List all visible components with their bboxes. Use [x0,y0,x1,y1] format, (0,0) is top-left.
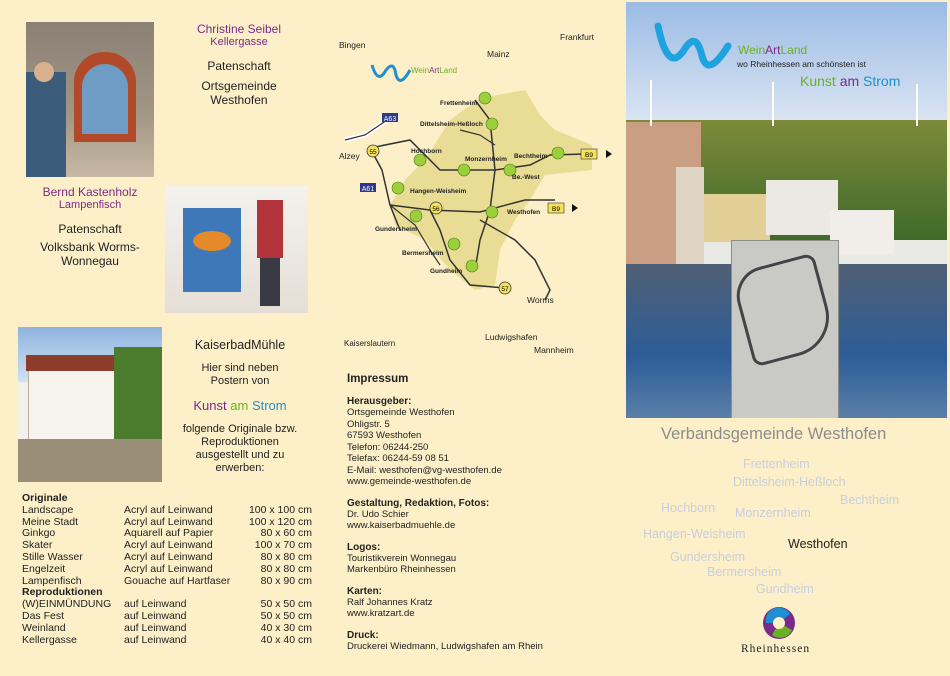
svg-text:A61: A61 [361,186,375,193]
works-dims: 50 x 50 cm [260,609,312,622]
artist1-patenschaft: Patenschaft [207,59,271,73]
impressum-herausgeber-heading: Herausgeber: [347,396,412,407]
works-dims: 50 x 50 cm [260,598,312,611]
svg-text:A63: A63 [383,116,397,123]
map-city-mannheim: Mannheim [534,345,574,355]
map-city-kaiserslautern: Kaiserslautern [344,339,396,348]
map-city-frankfurt: Frankfurt [560,32,595,42]
works-medium: Acryl auf Leinwand [124,550,213,563]
works-heading: Originale [22,492,68,504]
map-village-frettenheim: Frettenheim [440,100,478,107]
cover-town-gundersheim: Gundersheim [670,550,746,564]
cover-logo-text: WeinArtLand [738,43,808,57]
artist2-work: Lampenfisch [58,199,122,211]
works-medium: Acryl auf Leinwand [124,562,213,575]
works-dims: 100 x 70 cm [254,539,312,552]
artist2-sponsor: Volksbank Worms-Wonnegau [40,240,140,268]
impressum-line: Telefax: 06244-59 08 51 [347,453,449,464]
impressum-line: Markenbüro Rheinhessen [347,564,456,575]
cover-town-bermersheim: Bermersheim [707,565,782,579]
works-medium: auf Leinwand [124,633,187,646]
photo-painter-kellergasse [26,22,154,177]
works-title: Stille Wasser [22,550,83,563]
map-city-alzey: Alzey [339,151,360,161]
cover-kunst-am-strom: Kunst am Strom [800,73,901,89]
rheinhessen-text: Rheinhessen [741,643,811,655]
artist1-sponsor: Ortsgemeinde Westhofen [201,79,277,107]
impressum-line: E-Mail: westhofen@vg-westhofen.de [347,464,502,476]
photo-kaiserbadmuehle [18,327,162,482]
map-city-bingen: Bingen [339,40,366,50]
impressum-line: www.kaiserbadmuehle.de [347,520,456,531]
works-dims: 80 x 80 cm [260,550,312,563]
cover-tagline: wo Rheinhessen am schönsten ist [737,59,866,69]
info-text2: folgende Originale bzw. Reproduktionen ausgestellt und zu erwerben: [182,423,298,474]
works-title: Ginkgo [22,527,56,540]
works-medium: auf Leinwand [124,609,187,622]
works-medium: auf Leinwand [124,598,187,611]
kunst-am-strom-text: Kunst am Strom [193,398,287,413]
works-title: Lampenfisch [22,574,82,587]
works-list [22,493,312,646]
map-village-bechtheim: Bechtheim [514,153,548,160]
cover-town-monzernheim: Monzernheim [735,506,811,520]
info-title: KaiserbadMühle [194,338,286,352]
works-medium: Acryl auf Leinwand [124,503,213,516]
works-row [22,611,312,623]
cover-town-bechtheim: Bechtheim [840,493,900,507]
works-medium: Acryl auf Leinwand [124,515,213,528]
photo-lampenfisch-box [165,186,308,313]
cover-town-gundheim: Gundheim [756,582,814,596]
cover-town-hangen: Hangen-Weisheim [643,527,746,541]
artist2-name: Bernd Kastenholz [42,185,138,199]
artist2-patenschaft: Patenschaft [58,222,122,236]
info-text1: Hier sind neben Postern von [201,362,279,387]
impressum-line: Dr. Udo Schier [347,508,409,520]
impressum-line: www.gemeinde-westhofen.de [347,476,472,487]
cover-town-dittelsheim: Dittelsheim-Heßloch [733,475,846,489]
map-village-bermersheim: Bermersheim [402,250,444,257]
works-row [22,623,312,635]
impressum-line: Druckerei Wiedmann, Ludwigshafen am Rhein [347,640,543,652]
works-title: Skater [22,539,53,552]
arrow-icon [598,150,612,158]
map-village-bewest: Be.-West [512,174,540,181]
works-medium: Aquarell auf Papier [124,527,214,540]
works-title: Landscape [22,503,74,516]
map-village-dittelsheim: Dittelsheim-Heßloch [420,121,483,128]
svg-text:B9: B9 [552,206,560,213]
works-dims: 80 x 90 cm [260,574,312,587]
impressum-gestaltung [347,509,617,532]
works-title: Meine Stadt [22,515,79,528]
artist1-name: Christine Seibel [196,22,282,36]
works-medium: Gouache auf Hartfaser [124,574,231,587]
impressum-herausgeber [347,407,617,488]
impressum-line: 67593 Westhofen [347,430,422,441]
svg-text:B9: B9 [585,152,593,159]
impressum-gestaltung-heading: Gestaltung, Redaktion, Fotos: [347,497,490,509]
impressum-logos [347,553,617,576]
works-heading: Reproduktionen [22,586,103,599]
svg-text:57: 57 [501,286,509,293]
impressum-line: www.kratzart.de [347,608,415,619]
works-row [22,552,312,564]
impressum-line: Ohligstr. 5 [347,418,390,430]
map-village-gundersheim: Gundersheim [375,226,417,233]
map-village-hangen: Hangen-Weisheim [410,188,467,195]
impressum-line: Ortsgemeinde Westhofen [347,407,455,418]
map-logo: WeinArtLand [411,66,458,75]
map-city-worms: Worms [527,295,554,305]
map-city-ludwigshafen: Ludwigshafen [485,332,538,342]
works-row [22,635,312,647]
region-map [330,20,615,360]
rheinhessen-logo-icon [760,604,798,642]
works-title: Engelzeit [22,562,66,575]
impressum-druck-heading: Druck: [347,629,379,641]
svg-text:56: 56 [432,206,440,213]
works-dims: 40 x 30 cm [260,621,312,634]
cover-vg-title: Verbandsgemeinde Westhofen [661,425,887,443]
works-row [22,564,312,576]
works-dims: 80 x 80 cm [260,562,312,575]
impressum-line: Telefon: 06244-250 [347,441,429,453]
artist1-work: Kellergasse [210,36,268,48]
works-dims: 40 x 40 cm [260,633,312,646]
cover-town-frettenheim: Frettenheim [743,457,810,471]
weinartland-wave-icon [372,65,410,80]
works-medium: auf Leinwand [124,621,187,634]
impressum-title: Impressum [347,373,409,385]
works-dims: 100 x 120 cm [248,515,312,528]
impressum-line: Ralf Johannes Kratz [347,596,433,608]
works-title: Das Fest [22,609,65,622]
works-row [22,505,312,517]
cover-wave-icon [650,16,740,76]
map-village-hochborn: Hochborn [411,148,442,155]
works-dims: 80 x 60 cm [260,527,312,540]
impressum-logos-heading: Logos: [347,541,381,553]
works-dims: 100 x 100 cm [248,503,312,516]
works-title: Kellergasse [22,633,77,646]
impressum [347,372,617,652]
cover-town-hochborn: Hochborn [661,501,716,515]
impressum-druck [347,641,617,653]
arrow-icon [565,204,578,212]
impressum-karten [347,597,617,620]
works-title: Weinland [22,621,66,634]
impressum-karten-heading: Karten: [347,585,383,597]
cover-town-westhofen: Westhofen [788,537,848,551]
impressum-line: Touristikverein Wonnegau [347,552,457,564]
map-village-monzernheim: Monzernheim [465,156,507,163]
map-village-gundheim: Gundheim [430,268,463,275]
map-city-mainz: Mainz [487,49,510,59]
works-medium: Acryl auf Leinwand [124,539,213,552]
map-village-westhofen: Westhofen [507,209,541,216]
svg-text:55: 55 [369,149,377,156]
works-title: (W)EINMÜNDUNG [22,598,112,611]
